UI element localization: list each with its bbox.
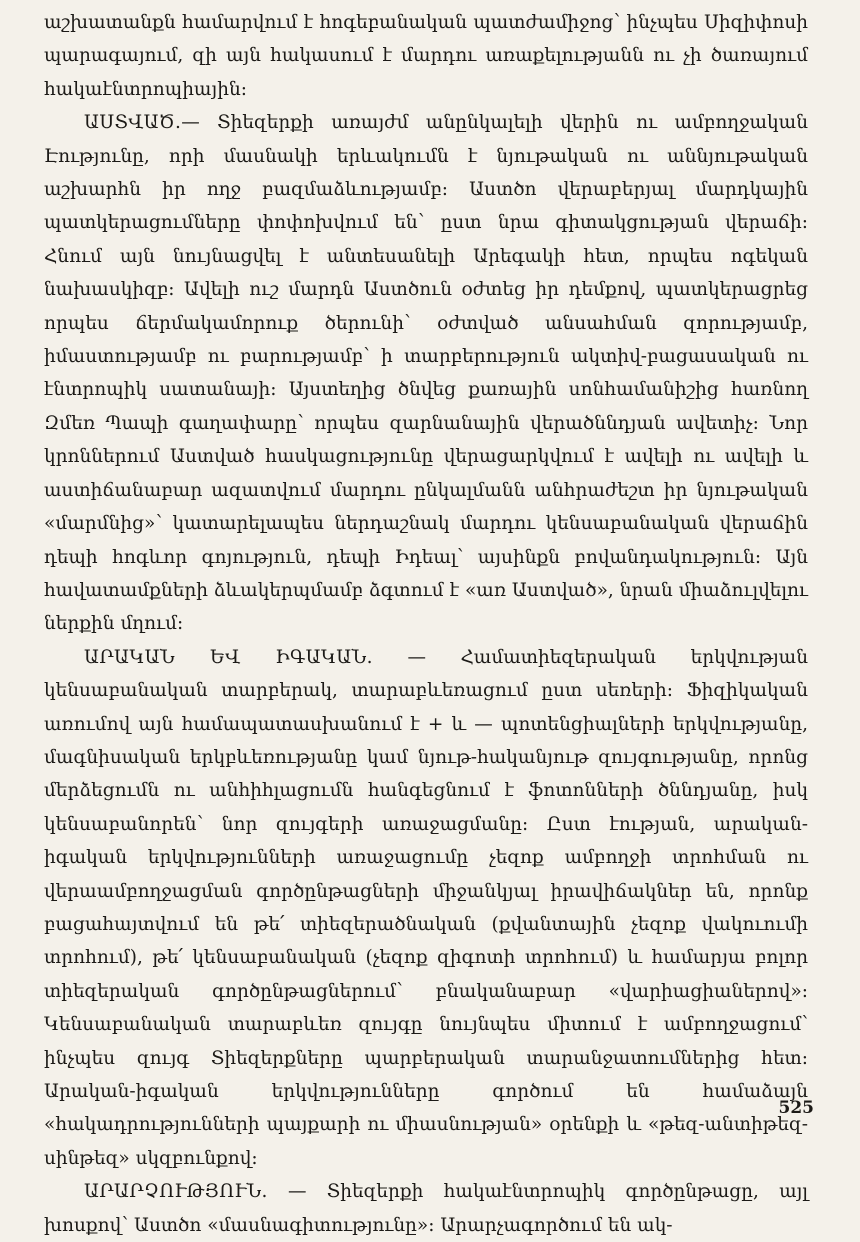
entry-term: ԱՐԱԿԱՆ ԵՎ ԻԳԱԿԱՆ. — [84, 646, 373, 668]
entry-term: ԱՐԱՐՉՈՒԹՅՈՒՆ. — [84, 1181, 268, 1203]
entry-text: — Տիեզերքի առայժմ անընկալելի վերին ու ամբողջական Էությունը, որի մասնակի երևակումն է նյութական ու աննյութական աշխարհն իր ողջ բազմաձևությամբ: Աստծո վերաբերյալ մարդկային պատկերացումները փոփոխվում են՝ ըստ նրա գիտակցության վերաճի: Հնում այն նույնացվել է անտեսանելի Արեգակի հետ, որպես ոգեկան նախասկիզբ: Ավելի ուշ մարդն Աստծուն օժտեց իր դեմքով, պատկերացրեց որպես ճերմակամորուք ծերունի՝ օժտված անսահման զորությամբ, իմաստությամբ ու բարությամբ՝ ի տարբերություն ակտիվ-բացասական ու էնտրոպիկ սատանայի: Այստեղից ծնվեց քառային սոնհամանիշից հառնող Զմեռ Պապի գաղափարը՝ որպես զարնանային վերածննդյան ավետիչ: Նոր կրոններում Աստված հասկացությունը վերացարկվում է ավելի ու ավելի և աստիճանաբար ազատվում մարդու ընկալմանն անհրաժեշտ իր նյութական «մարմնից»՝ կատարելապես ներդաշնակ մարդու կենսաբանական վերաճին դեպի հոգևոր գոյություն, դեպի Իդեալ՝ այսինքն բովանդակություն: Այն հավատամքների ձևակերպմամբ ձգտում է «առ Աստված», նրան միաձուլվելու ներքին մղում: — [44, 112, 808, 635]
entry-male-female — [44, 641, 808, 1176]
page-number: 525 — [778, 1098, 814, 1118]
body-text — [44, 6, 808, 1242]
entry-text: — Համատիեզերական երկվության կենսաբանական տարբերակ, տարաբևեռացում ըստ սեռերի: Ֆիզիկական առումով այն համապատասխանում է + և — պոտենցիալների երկվությանը, մագնիսական երկբևեռությանը կամ նյութ-հականյութ զույգությանը, որոնց մերձեցումն ու անհիհլացումն հանգեցնում է ֆոտոնների ծննդյանը, իսկ կենսաբանորեն՝ նոր զույգերի առաջացմանը: Ըստ էության, արական-իգական երկվությունների առաջացումը չեզոք ամբողջի տրոհման ու վերաամբողջացման գործընթացների միջանկյալ իրավիճակներ են, որոնք բացահայտվում են թե՛ տիեզերածնական (քվանտային չեզոք վակուումի տրոհում), թե՛ կենսաբանական (չեզոք զիգոտի տրոհում) և համարյա բոլոր տիեզերական գործընթացներում՝ բնականաբար «վարիացիաներով»: Կենսաբանական տարաբևեռ զույգը նույնպես միտում է ամբողջացում՝ ինչպես զույգ Տիեզերքները պարբերական տարանջատումներից հետ: Արական-իգական երկվությունները գործում են համաձայն «հակադրությունների պայքարի ու միասնության» օրենքի և «թեզ-անտիթեզ-սինթեզ» սկզբունքով: — [44, 646, 808, 1169]
entry-creation — [44, 1175, 808, 1242]
entry-text: — Տիեզերքի հակաէնտրոպիկ գործընթացը, այլ խոսքով՝ Աստծո «մասնագիտությունը»: Արարչագործում են ակ- — [44, 1181, 808, 1236]
entry-term: ԱՍՏՎԱԾ. — [84, 112, 182, 134]
paragraph-text: աշխատանքն համարվում է հոգեբանական պատժամիջոց՝ ինչպես Սիզիփոսի պարագայում, զի այն հակասում է մարդու առաքելությանն ու չի ծառայում հակաէնտրոպիային: — [44, 12, 808, 100]
entry-god — [44, 106, 808, 641]
paragraph-continuation — [44, 6, 808, 106]
